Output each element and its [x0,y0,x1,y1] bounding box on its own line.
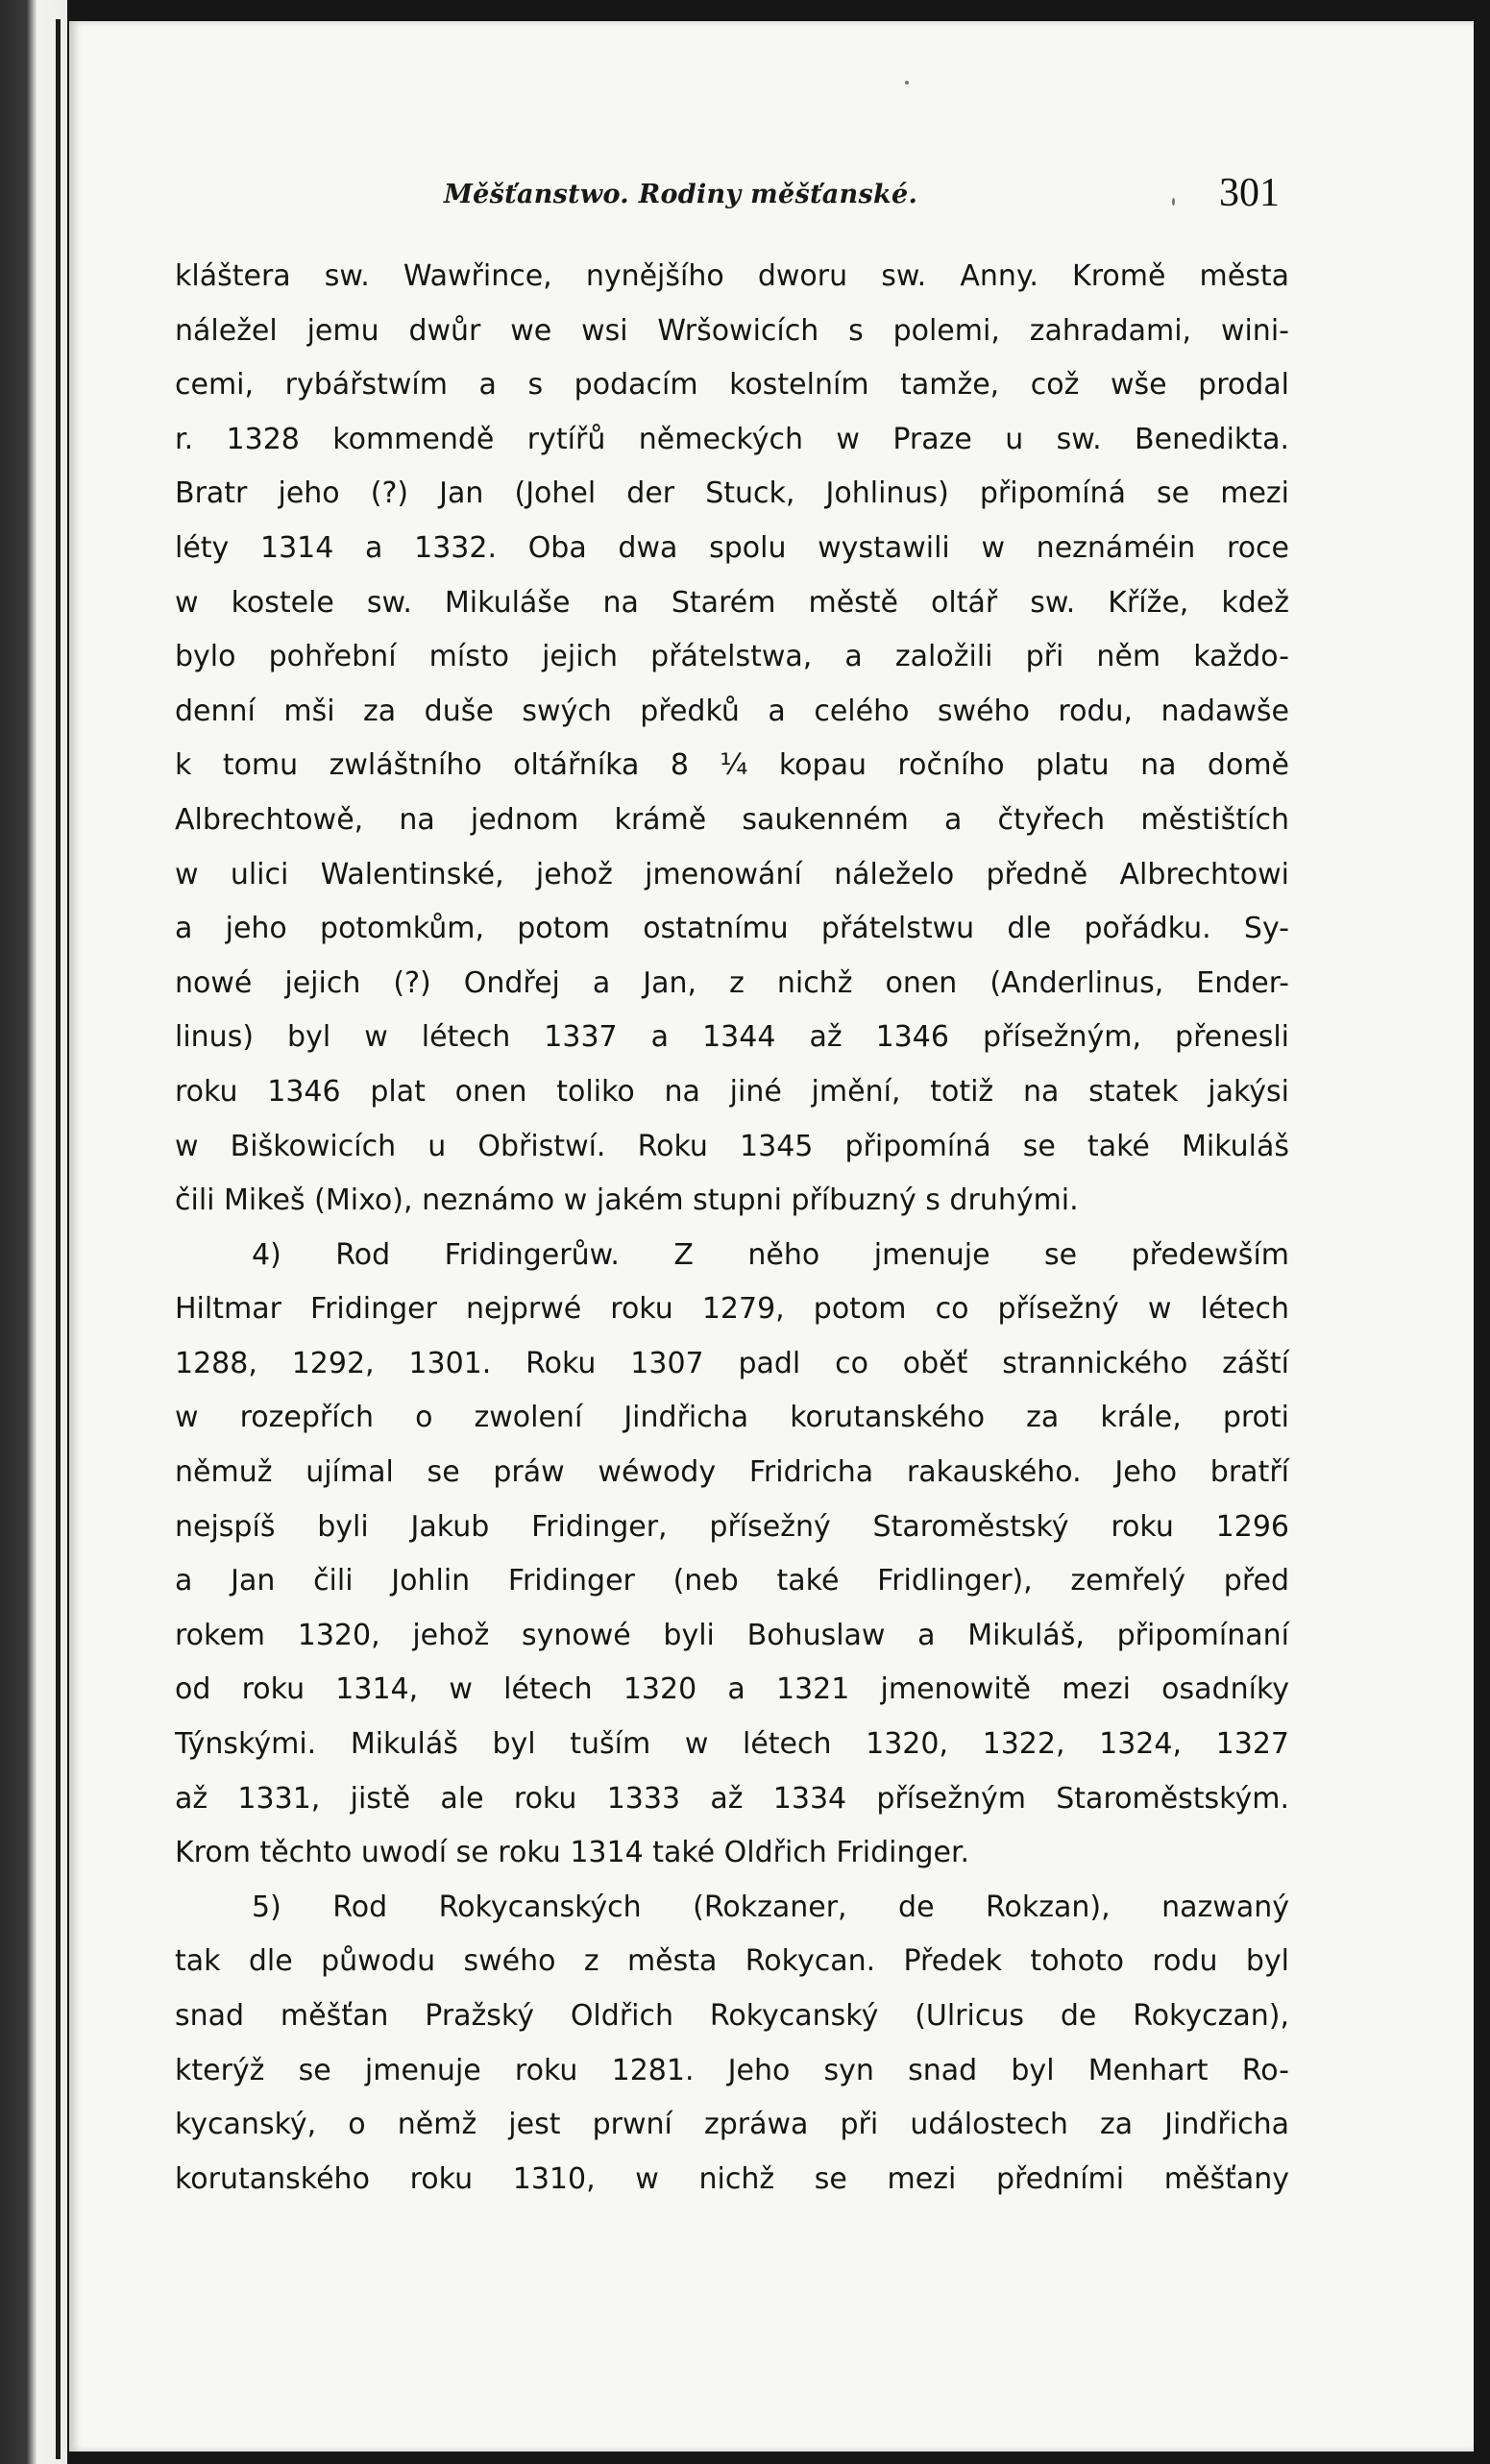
text-line: léty 1314 a 1332. Oba dwa spolu wystawili w neznáméin roce [175,530,1289,565]
text-line: až 1331, jistě ale roku 1333 až 1334 přísežným Staroměstským. [175,1781,1289,1816]
text-line: kláštera sw. Wawřince, nynějšího dworu sw. Anny. Kromě města [175,259,1289,293]
text-line: kterýž se jmenuje roku 1281. Jeho syn snad byl Menhart Ro- [175,2053,1289,2087]
text-line: 1288, 1292, 1301. Roku 1307 padl co oběť strannického záští [175,1346,1289,1380]
page-number: 301 [1219,171,1280,215]
text-line: w ulici Walentinské, jehož jmenowání náleželo předně Albrechtowi [175,857,1289,891]
text-line: w rozepřích o zwolení Jindřicha korutanského za krále, proti [175,1401,1289,1435]
text-line: kycanský, o němž jest prwní zpráwa při událostech za Jindřicha [175,2108,1289,2142]
text-line: nejspíš byli Jakub Fridinger, přísežný Staroměstský roku 1296 [175,1509,1289,1544]
text-line: denní mši za duše swých předků a celého swého rodu, nadawše [175,694,1289,728]
paper-speck [1172,198,1175,206]
text-line: bylo pohřební místo jejich přátelstwa, a založili při něm každo- [175,640,1289,674]
text-line: od roku 1314, w létech 1320 a 1321 jmenowitě mezi osadníky [175,1672,1289,1707]
text-line: tak dle půwodu swého z města Rokycan. Předek tohoto rodu byl [175,1944,1289,1979]
text-line: w kostele sw. Mikuláše na Starém městě oltář sw. Kříže, kdež [175,585,1289,620]
text-line: a jeho potomkům, potom ostatnímu přátelstwu dle pořádku. Sy- [175,912,1289,946]
gutter-line [56,19,61,2459]
text-line: w Biškowicích u Obřistwí. Roku 1345 připomíná se také Mikuláš [175,1129,1289,1163]
text-line: nowé jejich (?) Ondřej a Jan, z nichž onen (Anderlinus, Ender- [175,965,1289,1000]
text-line: Hiltmar Fridinger nejprwé roku 1279, potom co přísežný w létech [175,1292,1289,1327]
body-text [175,250,1289,2207]
paper-speck [905,81,909,85]
text-line: rokem 1320, jehož synowé byli Bohuslaw a Mikuláš, připomínaní [175,1618,1289,1652]
text-line: linus) byl w létech 1337 a 1344 až 1346 přísežným, přenesli [175,1020,1289,1055]
page-header [175,160,1280,228]
text-line: roku 1346 plat onen toliko na jiné jmění, totiž na statek jakýsi [175,1074,1289,1109]
text-line: korutanského roku 1310, w nichž se mezi předními měšťany [175,2161,1289,2196]
text-line: Krom těchto uwodí se roku 1314 také Oldřich Fridinger. [175,1836,970,1870]
text-line: Týnskými. Mikuláš byl tuším w létech 1320, 1322, 1324, 1327 [175,1727,1289,1762]
text-line: a Jan čili Johlin Fridinger (neb také Fridlinger), zemřelý před [175,1564,1289,1598]
text-line: r. 1328 kommendě rytířů německých w Praze u sw. Benedikta. [175,422,1289,456]
text-line: němuž ujímal se práw wéwody Fridricha rakauského. Jeho bratří [175,1455,1289,1490]
text-line: čili Mikeš (Mixo), neznámo w jakém stupni příbuzný s druhými. [175,1183,1079,1218]
section-heading-line: 4) Rod Fridingerůw. Z něho jmenuje se předewším [252,1237,1289,1272]
text-line: cemi, rybářstwím a s podacím kostelním tamže, což wše prodal [175,368,1289,403]
text-line: k tomu zwláštního oltářníka 8 ¼ kopau ročního platu na domě [175,748,1289,783]
section-heading-line: 5) Rod Rokycanských (Rokzaner, de Rokzan), nazwaný [252,1890,1289,1924]
running-head: Měšťanstwo. Rodiny měšťanské. [444,180,918,209]
text-line: náležel jemu dwůr we wsi Wršowicích s polemi, zahradami, wini- [175,313,1289,348]
text-line: Albrechtowě, na jednom krámě saukenném a čtyřech městištích [175,802,1289,837]
text-line: Bratr jeho (?) Jan (Johel der Stuck, Johlinus) připomíná se mezi [175,476,1289,511]
text-line: snad měšťan Pražský Oldřich Rokycanský (Ulricus de Rokyczan), [175,1999,1289,2033]
book-page [69,21,1474,2452]
